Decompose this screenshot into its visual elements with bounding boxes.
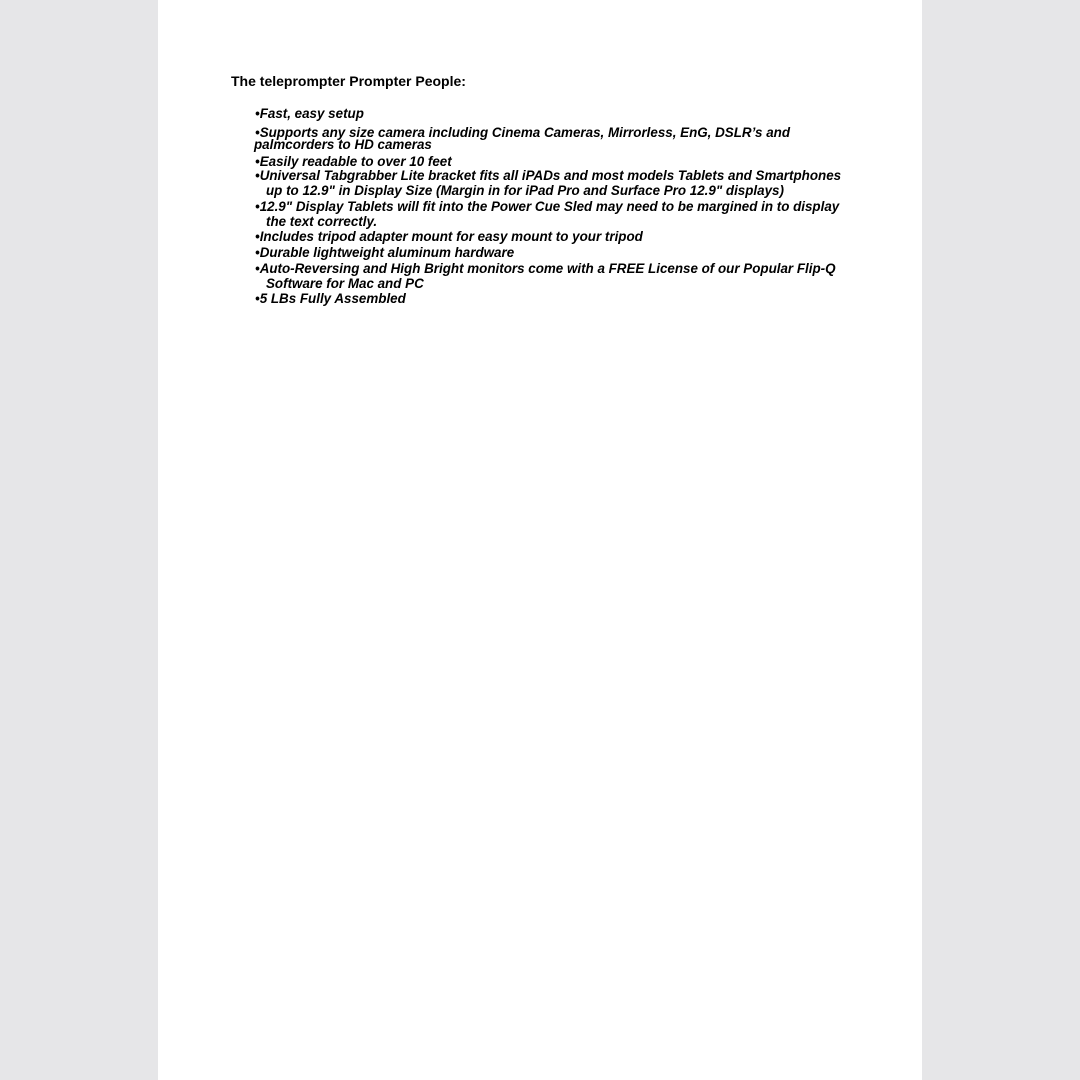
feature-text: •Durable lightweight aluminum hardware bbox=[255, 245, 515, 260]
feature-text-continued: Software for Mac and PC bbox=[266, 276, 424, 291]
feature-item-fast-setup bbox=[255, 106, 364, 121]
feature-item-tablet-fit bbox=[255, 199, 839, 229]
feature-text-continued: up to 12.9" in Display Size (Margin in for iPad Pro and Surface Pro 12.9" displays) bbox=[266, 183, 784, 198]
feature-text: •Easily readable to over 10 feet bbox=[255, 154, 452, 169]
feature-text-continued: palmcorders to HD cameras bbox=[254, 137, 432, 152]
feature-text: •12.9" Display Tablets will fit into the Power Cue Sled may need to be margined in to display bbox=[255, 199, 840, 214]
feature-item-camera-support bbox=[255, 125, 790, 152]
document-heading: The teleprompter Prompter People: bbox=[231, 73, 466, 89]
feature-item-tripod-adapter bbox=[255, 229, 643, 244]
feature-item-weight bbox=[255, 291, 406, 306]
feature-item-tabgrabber-bracket bbox=[255, 168, 841, 198]
feature-text: •Supports any size camera including Cinema Cameras, Mirrorless, EnG, DSLR’s and bbox=[255, 125, 791, 140]
feature-text: •Auto-Reversing and High Bright monitors come with a FREE License of our Popular Flip-Q bbox=[255, 261, 836, 276]
feature-item-aluminum-hardware bbox=[255, 245, 514, 260]
feature-item-flipq-license bbox=[255, 261, 836, 291]
feature-text: •Universal Tabgrabber Lite bracket fits all iPADs and most models Tablets and Smartphones bbox=[255, 168, 842, 183]
feature-text-continued: the text correctly. bbox=[266, 214, 378, 229]
feature-item-readable-distance bbox=[255, 154, 452, 169]
feature-text: •Includes tripod adapter mount for easy mount to your tripod bbox=[255, 229, 643, 244]
document-page bbox=[158, 0, 922, 1080]
feature-text: •Fast, easy setup bbox=[255, 106, 364, 121]
feature-text: •5 LBs Fully Assembled bbox=[255, 291, 406, 306]
